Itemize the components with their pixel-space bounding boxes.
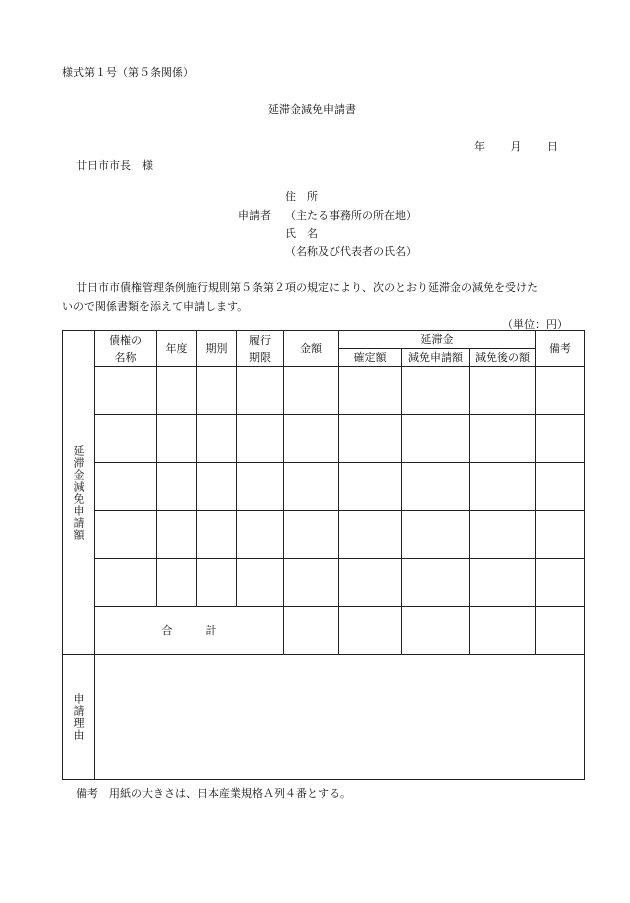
cell-period[interactable]	[197, 415, 237, 463]
header-amount: 金額	[284, 331, 339, 367]
reason-label-cell	[63, 655, 95, 780]
cell-claim-name[interactable]	[95, 367, 157, 415]
cell-confirmed[interactable]	[339, 511, 402, 559]
reason-row	[63, 655, 585, 780]
table-row	[63, 463, 585, 511]
cell-due-date[interactable]	[237, 511, 284, 559]
cell-remarks[interactable]	[536, 367, 585, 415]
total-label: 合 計	[95, 607, 284, 655]
header-claim-line-2: 名称	[114, 350, 137, 364]
total-after[interactable]	[470, 607, 536, 655]
address-label: 住 所	[285, 190, 318, 203]
cell-confirmed[interactable]	[339, 415, 402, 463]
cell-reduction[interactable]	[402, 463, 470, 511]
header-confirmed-amount: 確定額	[339, 349, 402, 367]
cell-after[interactable]	[470, 415, 536, 463]
cell-reduction[interactable]	[402, 367, 470, 415]
section-label: 延滞金減免申請額	[72, 444, 85, 541]
address-note: （主たる事務所の所在地）	[285, 209, 417, 222]
header-late-fee: 延滞金	[339, 331, 536, 349]
cell-year[interactable]	[157, 511, 197, 559]
cell-confirmed[interactable]	[339, 463, 402, 511]
total-remarks[interactable]	[536, 607, 585, 655]
cell-confirmed[interactable]	[339, 367, 402, 415]
cell-period[interactable]	[197, 559, 237, 607]
date-month-label: 月	[510, 140, 522, 153]
cell-remarks[interactable]	[536, 559, 585, 607]
applicant-role-label: 申請者	[238, 209, 271, 222]
cell-claim-name[interactable]	[95, 511, 157, 559]
table-row	[63, 559, 585, 607]
cell-after[interactable]	[470, 511, 536, 559]
header-claim-name	[95, 331, 157, 367]
header-reduction-requested: 減免申請額	[402, 349, 470, 367]
header-year: 年度	[157, 331, 197, 367]
cell-claim-name[interactable]	[95, 415, 157, 463]
body-text-line-2: いので関係書類を添えて申請します。	[62, 300, 249, 313]
late-fee-table	[62, 330, 585, 780]
header-claim-line-1: 債権の	[109, 333, 142, 347]
reason-label: 申請理由	[72, 693, 85, 741]
cell-year[interactable]	[157, 415, 197, 463]
cell-amount[interactable]	[284, 415, 339, 463]
unit-label: （単位：円）	[502, 318, 568, 331]
footnote: 備考 用紙の大きさは、日本産業規格Ａ列４番とする。	[76, 787, 351, 800]
cell-due-date[interactable]	[237, 463, 284, 511]
document-title: 延滞金減免申請書	[268, 103, 356, 116]
cell-due-date[interactable]	[237, 367, 284, 415]
cell-after[interactable]	[470, 559, 536, 607]
section-label-cell	[63, 331, 95, 655]
header-due-line-2: 期限	[249, 350, 271, 364]
cell-remarks[interactable]	[536, 463, 585, 511]
date-year-label: 年	[474, 140, 485, 153]
reason-field[interactable]	[95, 655, 585, 780]
cell-year[interactable]	[157, 367, 197, 415]
table-row	[63, 415, 585, 463]
total-row	[63, 607, 585, 655]
cell-claim-name[interactable]	[95, 559, 157, 607]
header-after-reduction: 減免後の額	[470, 349, 536, 367]
cell-claim-name[interactable]	[95, 463, 157, 511]
cell-year[interactable]	[157, 463, 197, 511]
header-remarks: 備考	[536, 331, 585, 367]
table-row	[63, 367, 585, 415]
date-day-label: 日	[547, 140, 558, 153]
table-row	[63, 511, 585, 559]
header-period: 期別	[197, 331, 237, 367]
cell-period[interactable]	[197, 367, 237, 415]
addressee: 廿日市市長 様	[76, 159, 153, 172]
cell-reduction[interactable]	[402, 559, 470, 607]
form-number: 様式第１号（第５条関係）	[62, 66, 194, 79]
cell-amount[interactable]	[284, 367, 339, 415]
cell-due-date[interactable]	[237, 559, 284, 607]
cell-period[interactable]	[197, 463, 237, 511]
cell-amount[interactable]	[284, 559, 339, 607]
cell-period[interactable]	[197, 511, 237, 559]
header-due-line-1: 履行	[249, 333, 271, 347]
cell-remarks[interactable]	[536, 415, 585, 463]
total-confirmed[interactable]	[339, 607, 402, 655]
total-reduction[interactable]	[402, 607, 470, 655]
cell-reduction[interactable]	[402, 511, 470, 559]
cell-year[interactable]	[157, 559, 197, 607]
cell-confirmed[interactable]	[339, 559, 402, 607]
cell-due-date[interactable]	[237, 415, 284, 463]
name-note: （名称及び代表者の氏名）	[285, 245, 417, 258]
cell-amount[interactable]	[284, 511, 339, 559]
cell-remarks[interactable]	[536, 511, 585, 559]
name-label: 氏 名	[285, 227, 318, 240]
body-text-line-1: 廿日市市債権管理条例施行規則第５条第２項の規定により、次のとおり延滞金の減免を受けた	[76, 281, 538, 294]
total-amount[interactable]	[284, 607, 339, 655]
cell-after[interactable]	[470, 367, 536, 415]
cell-amount[interactable]	[284, 463, 339, 511]
header-due-date	[237, 331, 284, 367]
date-line	[474, 138, 558, 154]
cell-reduction[interactable]	[402, 415, 470, 463]
cell-after[interactable]	[470, 463, 536, 511]
